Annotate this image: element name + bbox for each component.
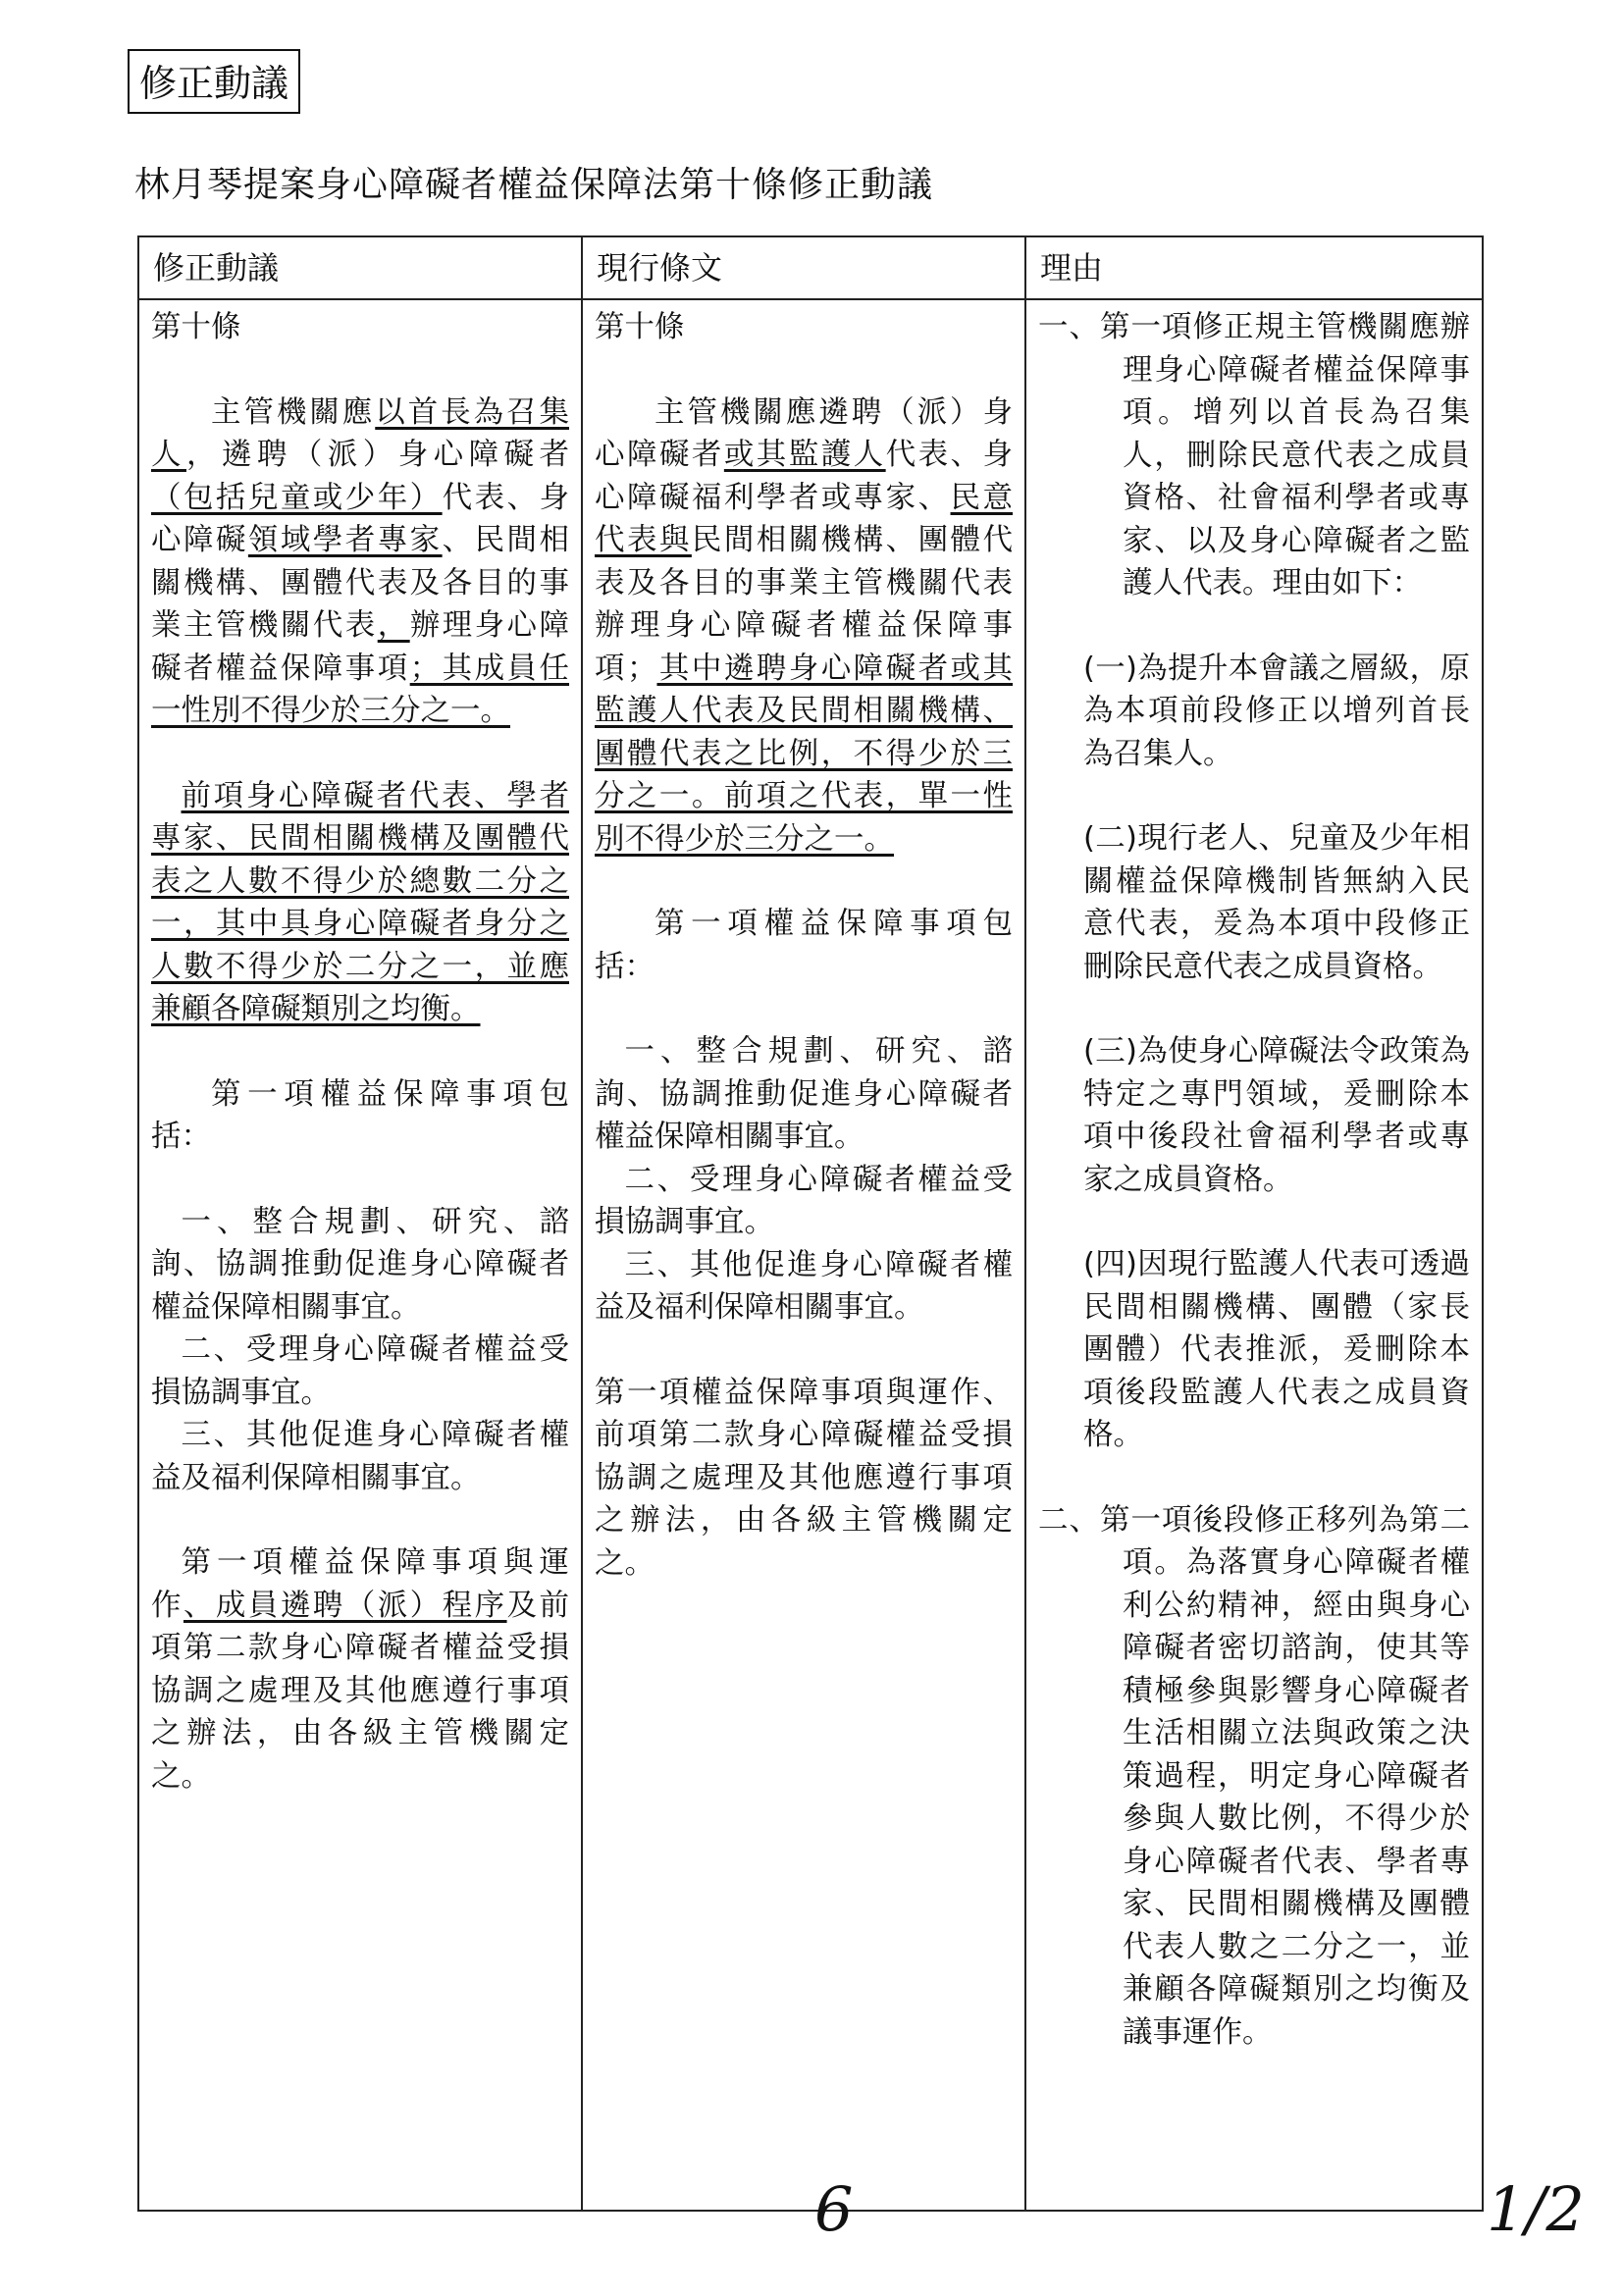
current-article-number: 第十條 bbox=[595, 310, 685, 344]
reason-cell bbox=[1025, 299, 1483, 2211]
amendment-paragraph-3: 第一項權益保障事項包括： bbox=[151, 1076, 569, 1154]
current-item-1: 一、整合規劃、研究、諮詢、協調推動促進身心障礙者權益保障相關事宜。 bbox=[595, 1034, 1013, 1154]
reason-subitem-2: (二)現行老人、兒童及少年相關權益保障機制皆無納入民意代表，爰為本項中段修正刪除民意代表之成員資格。 bbox=[1083, 821, 1470, 984]
handwritten-fraction: 1/2 bbox=[1487, 2173, 1585, 2245]
header-reason: 理由 bbox=[1025, 236, 1483, 299]
reason-subitem-3: (三)為使身心障礙法令政策為特定之專門領域，爰刪除本項中後段社會福利學者或專家之成員資格。 bbox=[1083, 1034, 1470, 1197]
current-paragraph-1: 主管機關應遴聘（派）身心障礙者或其監護人代表、身心障礙福利學者或專家、民意代表與民間相關機構、團體代表及各目的事業主管機關代表辦理身心障礙者權益保障事項；其中遴聘身心障礙者或其監護人代表及民間相關機構、團體代表之比例，不得少於三分之一。前項之代表，單一性別不得少於三分之一。 bbox=[595, 394, 1014, 857]
current-paragraph-2: 第一項權益保障事項包括： bbox=[595, 907, 1013, 984]
handwritten-page-number: 6 bbox=[814, 2173, 854, 2245]
amendment-article-number: 第十條 bbox=[151, 310, 241, 344]
current-text-cell bbox=[582, 299, 1025, 2211]
reason-item-2: 二、第一項後段修正移列為第二項。為落實身心障礙者權利公約精神，經由與身心障礙者密切諮詢，使其等積極參與影響身心障礙者生活相關立法與政策之決策過程，明定身心障礙者參與人數比例，不得少於身心障礙者代表、學者專家、民間相關機構及團體代表人數之二分之一，並兼顧各障礙類別之均衡及議事運作。 bbox=[1038, 1502, 1470, 2050]
document-title: 林月琴提案身心障礙者權益保障法第十條修正動議 bbox=[134, 165, 934, 205]
header-current-text: 現行條文 bbox=[582, 236, 1025, 299]
amendment-item-3: 三、其他促進身心障礙者權益及福利保障相關事宜。 bbox=[151, 1418, 569, 1495]
amendment-paragraph-4: 第一項權益保障事項與運作、成員遴聘（派）程序及前項第二款身心障礙者權益受損協調之處理及其他應遵行事項之辦法，由各級主管機關定之。 bbox=[151, 1545, 570, 1794]
reason-subitem-1: (一)為提升本會議之層級，原為本項前段修正以增列首長為召集人。 bbox=[1083, 651, 1470, 771]
amendment-item-1: 一、整合規劃、研究、諮詢、協調推動促進身心障礙者權益保障相關事宜。 bbox=[151, 1204, 569, 1325]
amendment-item-2: 二、受理身心障礙者權益受損協調事宜。 bbox=[151, 1332, 569, 1410]
reason-item-1: 一、第一項修正規主管機關應辦理身心障礙者權益保障事項。增列以首長為召集人，刪除民意代表之成員資格、社會福利學者或專家、以及身心障礙者之監護人代表。理由如下： bbox=[1038, 310, 1470, 600]
amendment-cell bbox=[138, 299, 582, 2211]
current-paragraph-3: 第一項權益保障事項與運作、前項第二款身心障礙權益受損協調之處理及其他應遵行事項之辦法，由各級主管機關定之。 bbox=[595, 1375, 1013, 1581]
current-item-3: 三、其他促進身心障礙者權益及福利保障相關事宜。 bbox=[595, 1247, 1013, 1325]
table-header-row bbox=[138, 236, 1483, 299]
amendment-paragraph-2: 前項身心障礙者代表、學者專家、民間相關機構及團體代表之人數不得少於總數二分之一，其中具身心障礙者身分之人數不得少於二分之一，並應兼顧各障礙類別之均衡。 bbox=[151, 778, 569, 1026]
header-amendment: 修正動議 bbox=[138, 236, 582, 299]
motion-stamp-label: 修正動議 bbox=[128, 49, 300, 114]
table-body-row bbox=[138, 299, 1483, 2211]
amendment-paragraph-1: 主管機關應以首長為召集人，遴聘（派）身心障礙者（包括兒童或少年）代表、身心障礙領域學者專家、民間相關機構、團體代表及各目的事業主管機關代表，辦理身心障礙者權益保障事項；其成員任一性別不得少於三分之一。 bbox=[151, 394, 570, 728]
amendment-comparison-table bbox=[137, 235, 1484, 2212]
current-item-2: 二、受理身心障礙者權益受損協調事宜。 bbox=[595, 1162, 1013, 1239]
reason-subitem-4: (四)因現行監護人代表可透過民間相關機構、團體（家長團體）代表推派，爰刪除本項後段監護人代表之成員資格。 bbox=[1083, 1247, 1470, 1452]
